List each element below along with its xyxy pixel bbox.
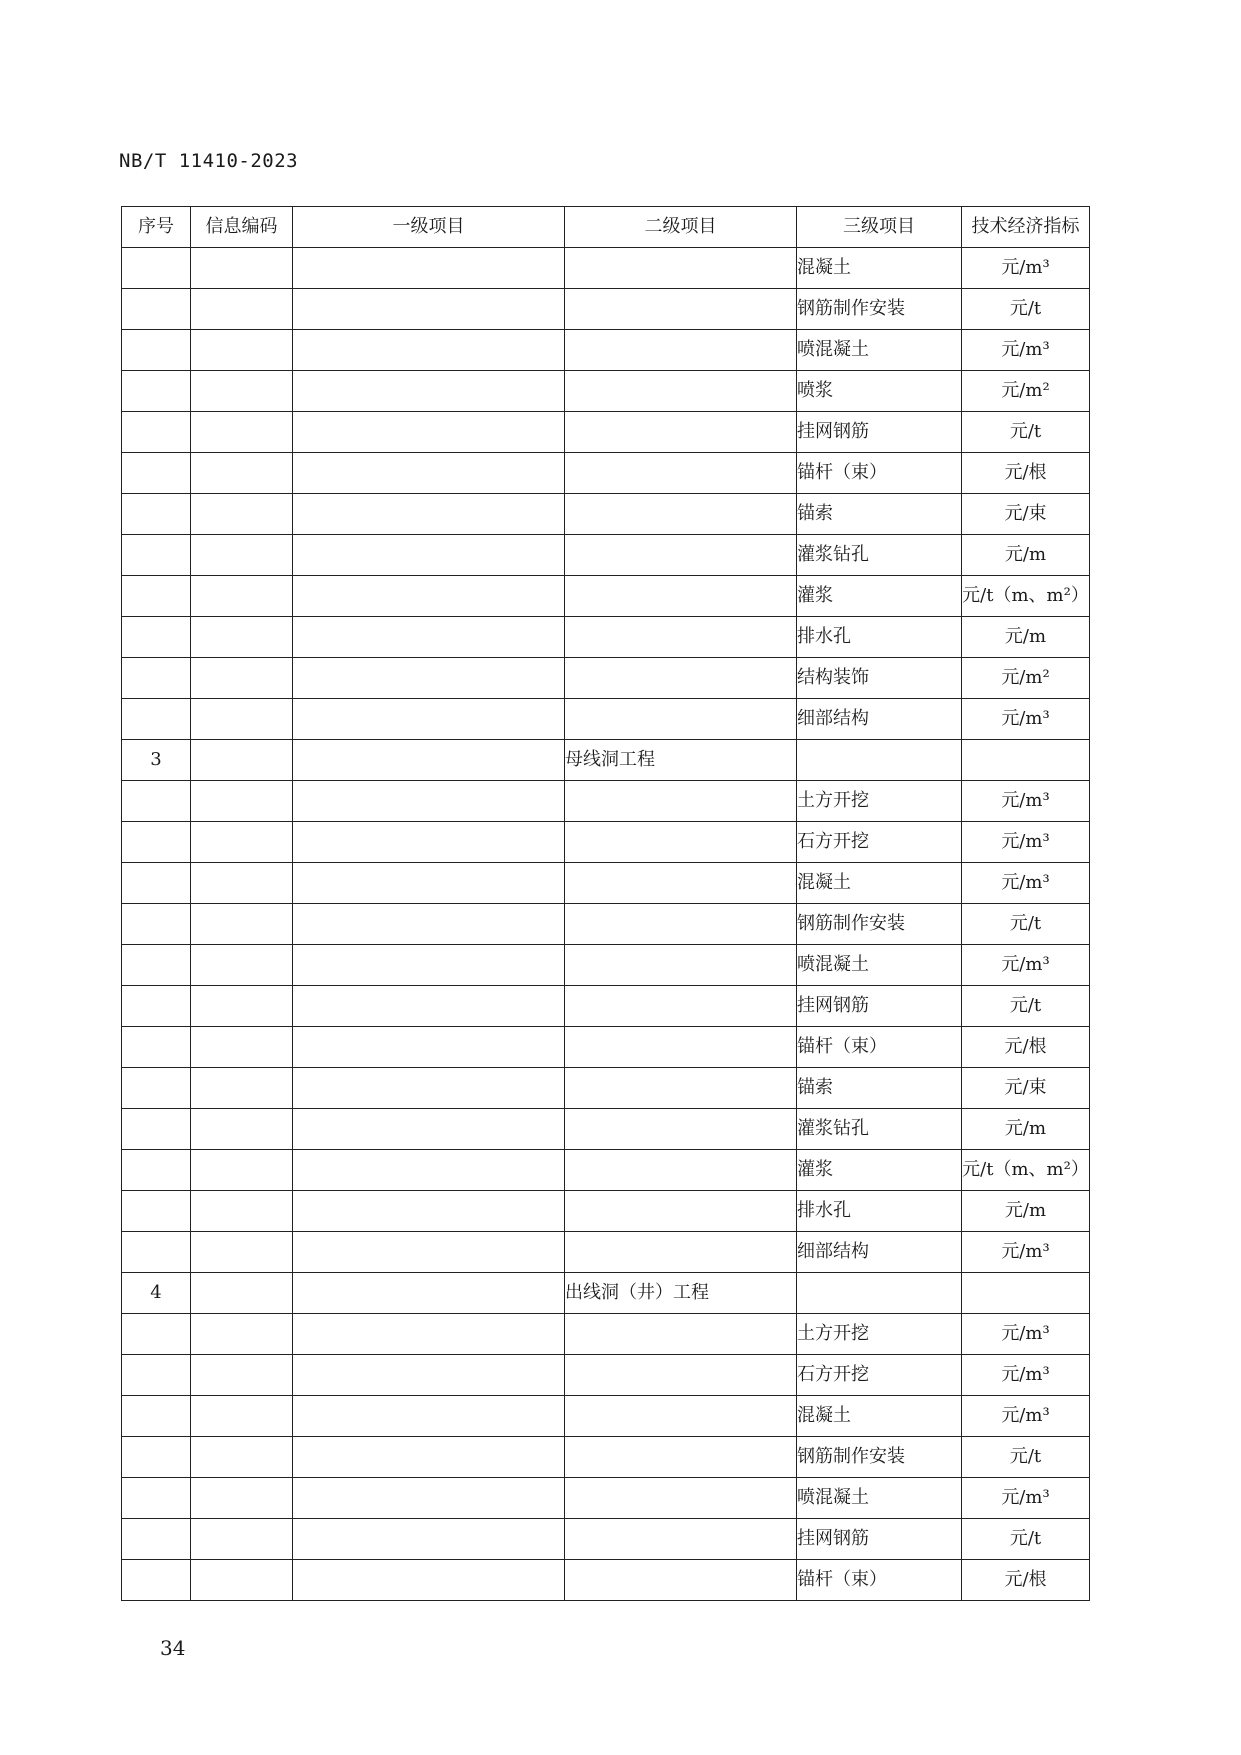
cell-level1-item xyxy=(293,1396,565,1437)
cell-level2-item xyxy=(565,822,797,863)
cell-level3-item: 挂网钢筋 xyxy=(797,986,962,1027)
cell-indicator: 元/m xyxy=(962,617,1090,658)
cell-info-code xyxy=(191,1519,293,1560)
cell-indicator: 元/t（m、m²） xyxy=(962,1150,1090,1191)
column-header-indicator: 技术经济指标 xyxy=(962,207,1090,248)
cell-indicator xyxy=(962,740,1090,781)
cell-seq xyxy=(122,1109,191,1150)
table-row xyxy=(122,576,1090,617)
cell-seq xyxy=(122,330,191,371)
cell-level1-item xyxy=(293,453,565,494)
cell-info-code xyxy=(191,1068,293,1109)
cell-level1-item xyxy=(293,1560,565,1601)
table-row xyxy=(122,1027,1090,1068)
table-row xyxy=(122,1519,1090,1560)
cell-level2-item xyxy=(565,1150,797,1191)
table-row xyxy=(122,1191,1090,1232)
cell-info-code xyxy=(191,1560,293,1601)
cell-seq xyxy=(122,1027,191,1068)
cell-indicator: 元/m³ xyxy=(962,248,1090,289)
cell-level1-item xyxy=(293,986,565,1027)
cell-indicator: 元/t xyxy=(962,904,1090,945)
cell-indicator xyxy=(962,1273,1090,1314)
table-row xyxy=(122,1437,1090,1478)
cell-level2-item xyxy=(565,945,797,986)
cell-seq xyxy=(122,822,191,863)
cell-seq xyxy=(122,904,191,945)
cell-info-code xyxy=(191,494,293,535)
table-row xyxy=(122,1355,1090,1396)
cell-seq xyxy=(122,1437,191,1478)
table-row xyxy=(122,986,1090,1027)
table-row xyxy=(122,535,1090,576)
cell-indicator: 元/m³ xyxy=(962,781,1090,822)
cell-info-code xyxy=(191,658,293,699)
table-row xyxy=(122,863,1090,904)
cell-seq xyxy=(122,248,191,289)
cell-info-code xyxy=(191,371,293,412)
cell-level2-item xyxy=(565,1396,797,1437)
table-row xyxy=(122,740,1090,781)
technical-economic-index-table xyxy=(121,206,1090,1601)
cell-seq xyxy=(122,1396,191,1437)
table-row xyxy=(122,1396,1090,1437)
cell-seq xyxy=(122,945,191,986)
cell-seq xyxy=(122,986,191,1027)
cell-indicator: 元/t xyxy=(962,1519,1090,1560)
cell-level1-item xyxy=(293,863,565,904)
cell-level3-item xyxy=(797,1273,962,1314)
cell-level3-item xyxy=(797,740,962,781)
cell-level2-item xyxy=(565,1027,797,1068)
cell-info-code xyxy=(191,1437,293,1478)
table-row xyxy=(122,453,1090,494)
column-header-level3-item: 三级项目 xyxy=(797,207,962,248)
table-row xyxy=(122,1232,1090,1273)
cell-level1-item xyxy=(293,289,565,330)
cell-level2-item xyxy=(565,1232,797,1273)
cell-seq xyxy=(122,1232,191,1273)
cell-level3-item: 石方开挖 xyxy=(797,822,962,863)
cell-info-code xyxy=(191,863,293,904)
column-header-info-code: 信息编码 xyxy=(191,207,293,248)
cell-seq xyxy=(122,781,191,822)
cell-info-code xyxy=(191,617,293,658)
cell-level1-item xyxy=(293,617,565,658)
cell-info-code xyxy=(191,822,293,863)
cell-level2-item: 出线洞（井）工程 xyxy=(565,1273,797,1314)
cell-indicator: 元/根 xyxy=(962,1560,1090,1601)
cell-indicator: 元/t（m、m²） xyxy=(962,576,1090,617)
cell-level1-item xyxy=(293,1355,565,1396)
cell-info-code xyxy=(191,699,293,740)
cell-seq xyxy=(122,535,191,576)
cell-level2-item xyxy=(565,658,797,699)
cell-level3-item: 灌浆钻孔 xyxy=(797,1109,962,1150)
cell-level1-item xyxy=(293,740,565,781)
cell-level1-item xyxy=(293,1437,565,1478)
cell-seq xyxy=(122,371,191,412)
cell-info-code xyxy=(191,1232,293,1273)
cell-level2-item xyxy=(565,1191,797,1232)
cell-seq xyxy=(122,494,191,535)
cell-info-code xyxy=(191,986,293,1027)
cell-indicator: 元/m³ xyxy=(962,1355,1090,1396)
cell-seq xyxy=(122,576,191,617)
cell-level1-item xyxy=(293,781,565,822)
cell-indicator: 元/t xyxy=(962,412,1090,453)
cell-level3-item: 石方开挖 xyxy=(797,1355,962,1396)
cell-indicator: 元/m³ xyxy=(962,1314,1090,1355)
cell-level3-item: 锚杆（束） xyxy=(797,453,962,494)
cell-level2-item xyxy=(565,617,797,658)
cell-info-code xyxy=(191,1191,293,1232)
table-row xyxy=(122,248,1090,289)
cell-level2-item xyxy=(565,1478,797,1519)
cell-level3-item: 排水孔 xyxy=(797,1191,962,1232)
table-row xyxy=(122,412,1090,453)
cell-level1-item xyxy=(293,1478,565,1519)
cell-info-code xyxy=(191,330,293,371)
cell-info-code xyxy=(191,781,293,822)
cell-level3-item: 细部结构 xyxy=(797,699,962,740)
cell-seq xyxy=(122,1478,191,1519)
table-row xyxy=(122,617,1090,658)
cell-indicator: 元/m³ xyxy=(962,822,1090,863)
cell-level3-item: 钢筋制作安装 xyxy=(797,1437,962,1478)
table-row xyxy=(122,1560,1090,1601)
cell-seq xyxy=(122,863,191,904)
cell-info-code xyxy=(191,1027,293,1068)
cell-level1-item xyxy=(293,412,565,453)
table-row xyxy=(122,904,1090,945)
cell-seq: 3 xyxy=(122,740,191,781)
cell-info-code xyxy=(191,945,293,986)
cell-level1-item xyxy=(293,330,565,371)
cell-seq xyxy=(122,617,191,658)
cell-seq xyxy=(122,699,191,740)
cell-level2-item xyxy=(565,1355,797,1396)
cell-level3-item: 灌浆 xyxy=(797,1150,962,1191)
cell-level2-item: 母线洞工程 xyxy=(565,740,797,781)
cell-info-code xyxy=(191,1150,293,1191)
cell-indicator: 元/m xyxy=(962,1191,1090,1232)
cell-level1-item xyxy=(293,1150,565,1191)
cell-level1-item xyxy=(293,1068,565,1109)
table-row xyxy=(122,1109,1090,1150)
cell-level1-item xyxy=(293,1232,565,1273)
cell-seq xyxy=(122,658,191,699)
table-row xyxy=(122,289,1090,330)
cell-level2-item xyxy=(565,371,797,412)
cell-level2-item xyxy=(565,1519,797,1560)
cell-seq xyxy=(122,1560,191,1601)
cell-level2-item xyxy=(565,1109,797,1150)
cell-level3-item: 灌浆 xyxy=(797,576,962,617)
cell-indicator: 元/根 xyxy=(962,1027,1090,1068)
cell-level3-item: 混凝土 xyxy=(797,863,962,904)
cell-seq xyxy=(122,1355,191,1396)
cell-indicator: 元/m³ xyxy=(962,1232,1090,1273)
cell-seq xyxy=(122,1519,191,1560)
cell-info-code xyxy=(191,904,293,945)
cell-seq xyxy=(122,1314,191,1355)
cell-info-code xyxy=(191,1478,293,1519)
cell-level2-item xyxy=(565,535,797,576)
table-row xyxy=(122,1478,1090,1519)
cell-level1-item xyxy=(293,1027,565,1068)
cell-level2-item xyxy=(565,863,797,904)
cell-seq xyxy=(122,1191,191,1232)
cell-level3-item: 细部结构 xyxy=(797,1232,962,1273)
cell-level2-item xyxy=(565,1314,797,1355)
table-row xyxy=(122,371,1090,412)
cell-level2-item xyxy=(565,289,797,330)
cell-level3-item: 钢筋制作安装 xyxy=(797,289,962,330)
cell-level1-item xyxy=(293,1519,565,1560)
table-row xyxy=(122,945,1090,986)
cell-info-code xyxy=(191,289,293,330)
cell-indicator: 元/t xyxy=(962,1437,1090,1478)
cell-info-code xyxy=(191,535,293,576)
column-header-seq: 序号 xyxy=(122,207,191,248)
cell-seq xyxy=(122,1068,191,1109)
cell-info-code xyxy=(191,412,293,453)
cell-info-code xyxy=(191,1355,293,1396)
cell-info-code xyxy=(191,1273,293,1314)
cell-info-code xyxy=(191,1396,293,1437)
cell-level2-item xyxy=(565,699,797,740)
cell-indicator: 元/m³ xyxy=(962,863,1090,904)
cell-info-code xyxy=(191,740,293,781)
cell-seq xyxy=(122,1150,191,1191)
table-row xyxy=(122,658,1090,699)
page-number: 34 xyxy=(160,1636,186,1660)
cell-level1-item xyxy=(293,1314,565,1355)
cell-level1-item xyxy=(293,904,565,945)
cell-level3-item: 喷浆 xyxy=(797,371,962,412)
cell-indicator: 元/m³ xyxy=(962,1396,1090,1437)
table-row xyxy=(122,330,1090,371)
cell-level3-item: 混凝土 xyxy=(797,1396,962,1437)
table-row xyxy=(122,1150,1090,1191)
cell-indicator: 元/t xyxy=(962,289,1090,330)
cell-indicator: 元/m³ xyxy=(962,945,1090,986)
cell-seq xyxy=(122,289,191,330)
column-header-level1-item: 一级项目 xyxy=(293,207,565,248)
table-row xyxy=(122,1068,1090,1109)
cell-indicator: 元/m xyxy=(962,1109,1090,1150)
cell-level3-item: 锚索 xyxy=(797,494,962,535)
cell-level3-item: 喷混凝土 xyxy=(797,1478,962,1519)
cell-level1-item xyxy=(293,945,565,986)
cell-level2-item xyxy=(565,453,797,494)
cell-level2-item xyxy=(565,781,797,822)
cell-level2-item xyxy=(565,1068,797,1109)
cell-indicator: 元/t xyxy=(962,986,1090,1027)
cell-level2-item xyxy=(565,1437,797,1478)
cell-indicator: 元/m² xyxy=(962,371,1090,412)
table-row xyxy=(122,699,1090,740)
cell-level2-item xyxy=(565,330,797,371)
cell-level1-item xyxy=(293,822,565,863)
cell-indicator: 元/m xyxy=(962,535,1090,576)
cell-level3-item: 喷混凝土 xyxy=(797,330,962,371)
cell-level2-item xyxy=(565,1560,797,1601)
table-row xyxy=(122,822,1090,863)
cell-indicator: 元/束 xyxy=(962,494,1090,535)
cell-level3-item: 挂网钢筋 xyxy=(797,412,962,453)
cell-level3-item: 喷混凝土 xyxy=(797,945,962,986)
cell-indicator: 元/m³ xyxy=(962,699,1090,740)
cell-indicator: 元/根 xyxy=(962,453,1090,494)
cell-seq xyxy=(122,453,191,494)
cell-indicator: 元/束 xyxy=(962,1068,1090,1109)
cell-level3-item: 土方开挖 xyxy=(797,781,962,822)
cell-level3-item: 结构装饰 xyxy=(797,658,962,699)
cell-level1-item xyxy=(293,1273,565,1314)
cell-level2-item xyxy=(565,904,797,945)
cell-level1-item xyxy=(293,576,565,617)
cell-level3-item: 排水孔 xyxy=(797,617,962,658)
table-row xyxy=(122,1273,1090,1314)
cell-level3-item: 灌浆钻孔 xyxy=(797,535,962,576)
cell-level1-item xyxy=(293,494,565,535)
cell-indicator: 元/m³ xyxy=(962,330,1090,371)
cell-level1-item xyxy=(293,699,565,740)
cell-level3-item: 锚杆（束） xyxy=(797,1027,962,1068)
table-row xyxy=(122,781,1090,822)
cell-level3-item: 锚索 xyxy=(797,1068,962,1109)
table-body xyxy=(122,248,1090,1601)
column-header-level2-item: 二级项目 xyxy=(565,207,797,248)
cell-level3-item: 土方开挖 xyxy=(797,1314,962,1355)
cell-indicator: 元/m² xyxy=(962,658,1090,699)
cell-info-code xyxy=(191,453,293,494)
cell-info-code xyxy=(191,576,293,617)
cell-level2-item xyxy=(565,494,797,535)
table-header-row xyxy=(122,207,1090,248)
cell-level3-item: 混凝土 xyxy=(797,248,962,289)
cell-level2-item xyxy=(565,412,797,453)
cell-level1-item xyxy=(293,371,565,412)
cell-seq: 4 xyxy=(122,1273,191,1314)
cell-level3-item: 钢筋制作安装 xyxy=(797,904,962,945)
cell-info-code xyxy=(191,1109,293,1150)
cell-level3-item: 挂网钢筋 xyxy=(797,1519,962,1560)
cell-level1-item xyxy=(293,1109,565,1150)
cell-level2-item xyxy=(565,986,797,1027)
cell-level1-item xyxy=(293,248,565,289)
cell-level2-item xyxy=(565,576,797,617)
document-code: NB/T 11410-2023 xyxy=(119,150,299,172)
cell-level3-item: 锚杆（束） xyxy=(797,1560,962,1601)
cell-level2-item xyxy=(565,248,797,289)
cell-level1-item xyxy=(293,658,565,699)
cell-info-code xyxy=(191,248,293,289)
table-row xyxy=(122,494,1090,535)
cell-info-code xyxy=(191,1314,293,1355)
cell-seq xyxy=(122,412,191,453)
cell-level1-item xyxy=(293,535,565,576)
cell-level1-item xyxy=(293,1191,565,1232)
table-row xyxy=(122,1314,1090,1355)
cell-indicator: 元/m³ xyxy=(962,1478,1090,1519)
